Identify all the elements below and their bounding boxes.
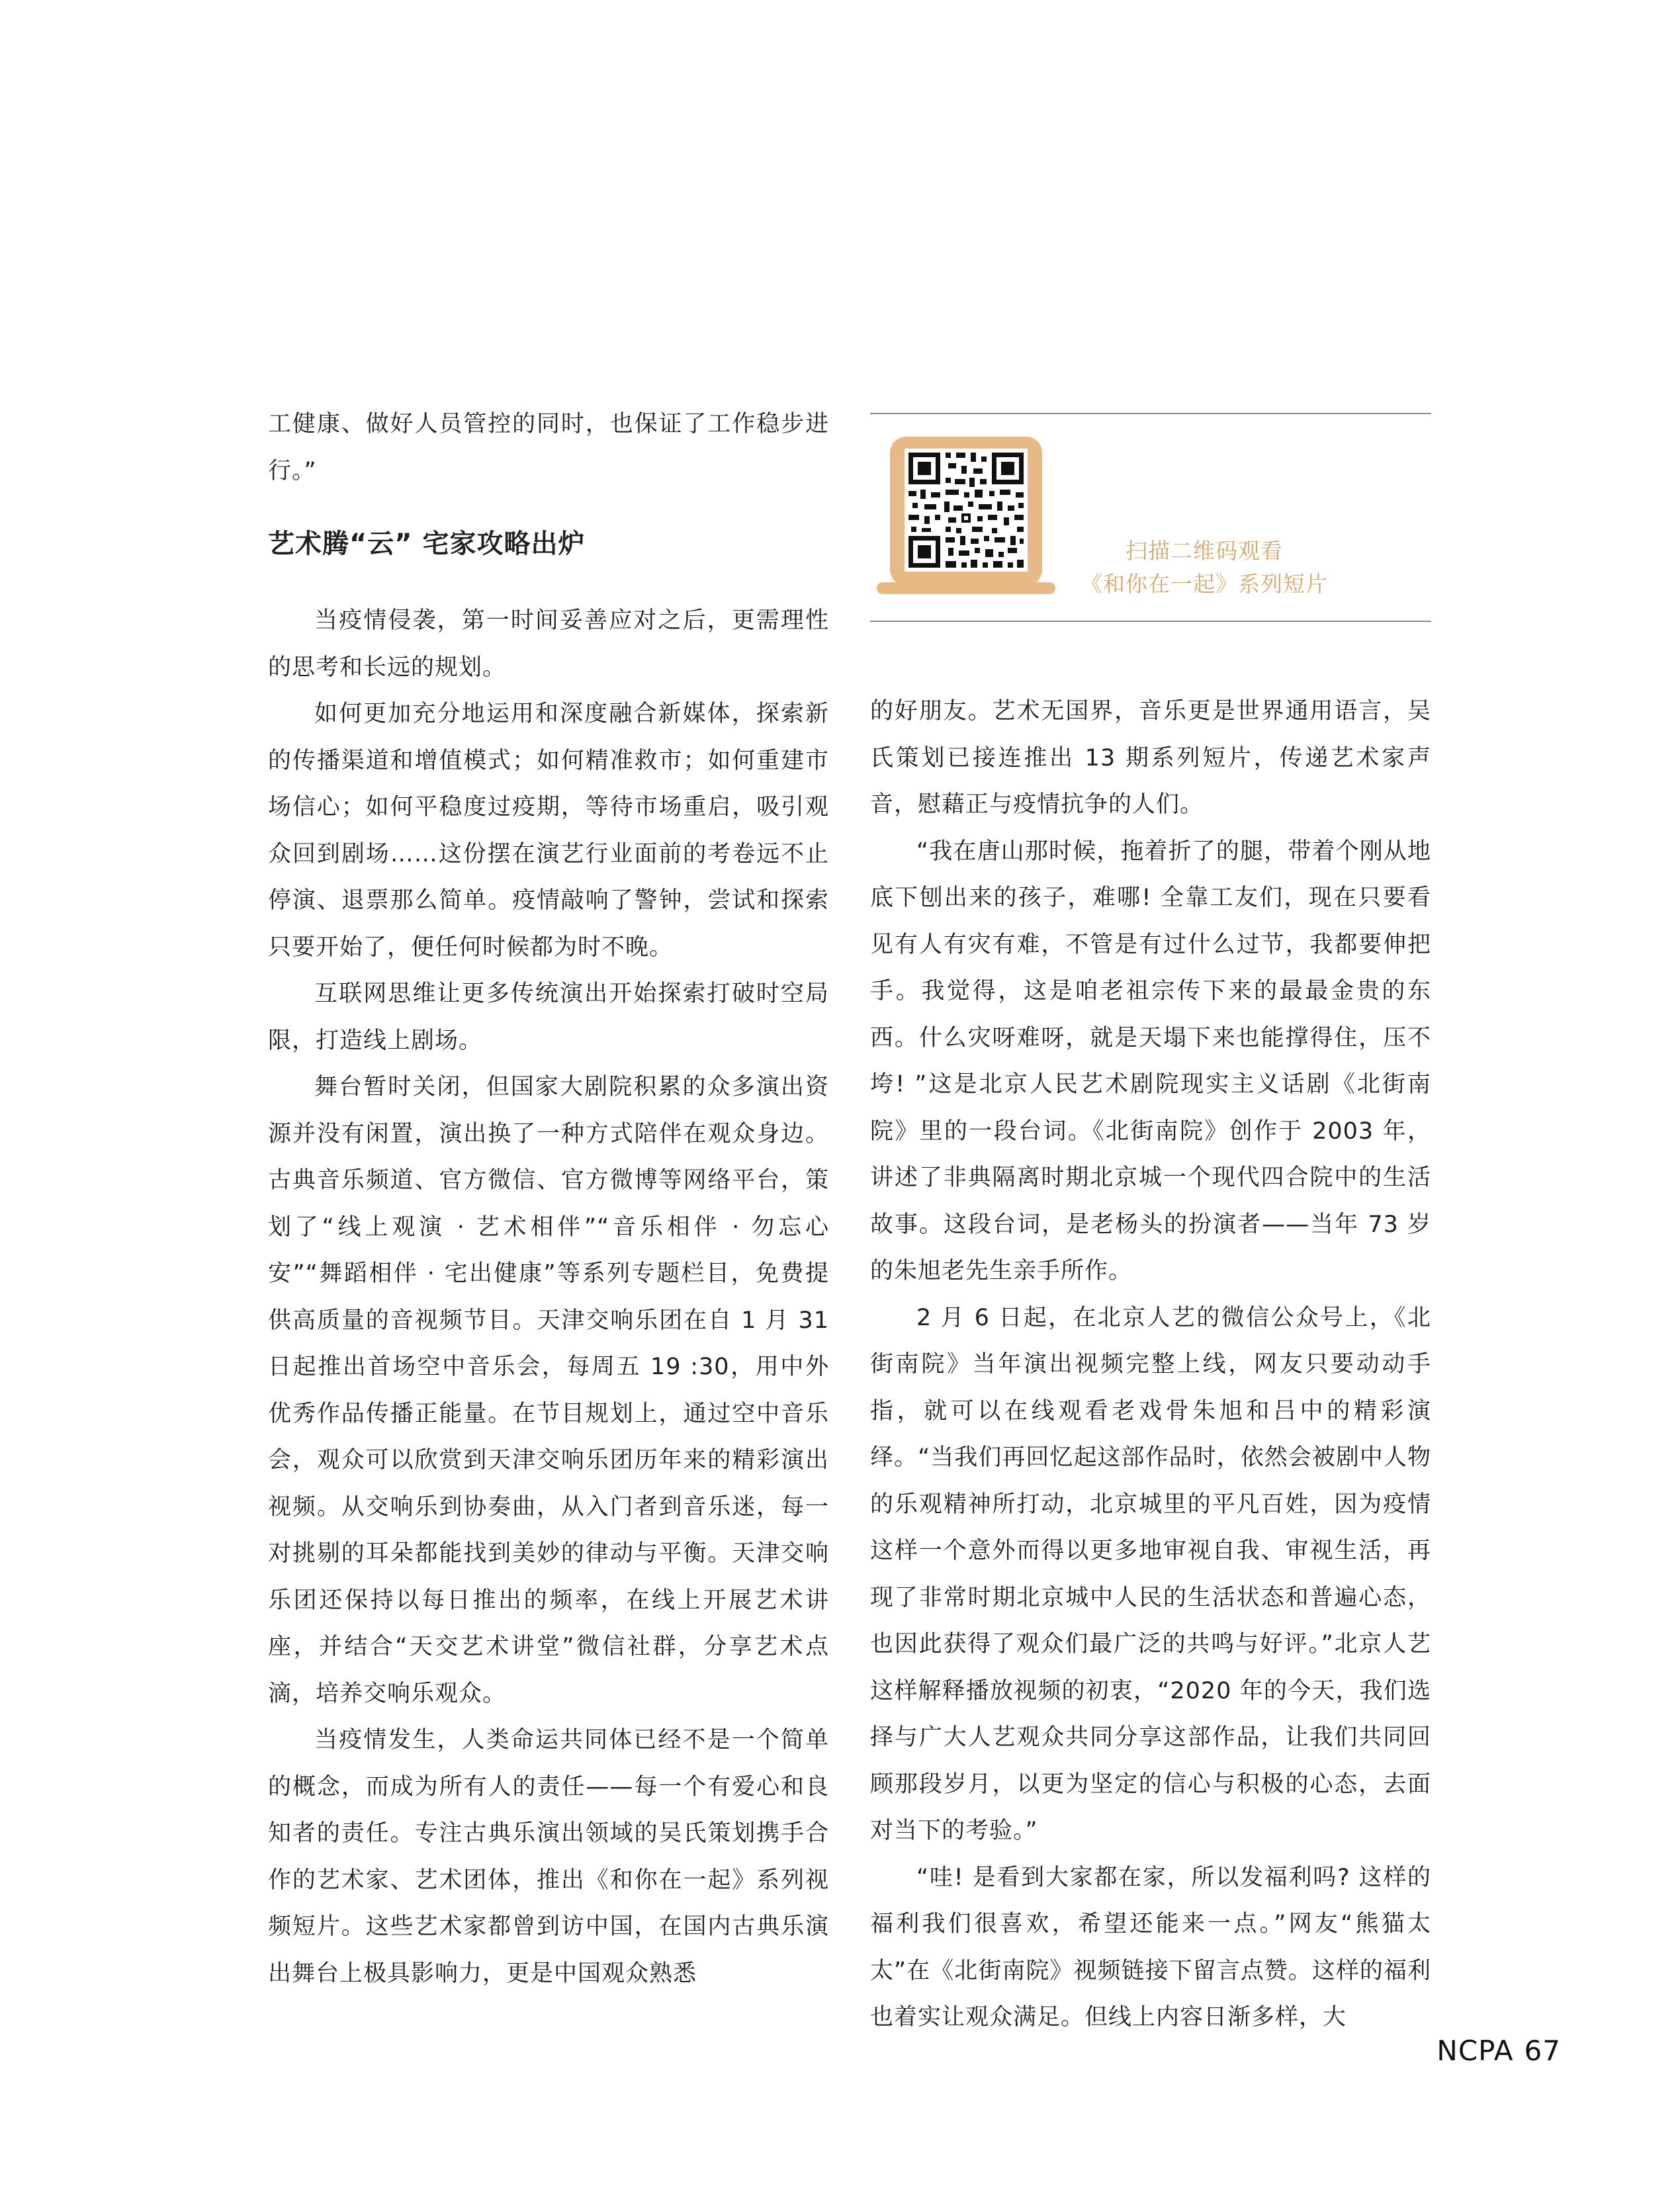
paragraph: “哇! 是看到大家都在家，所以发福利吗? 这样的福利我们很喜欢，希望还能来一点。”网友“熊猫太太”在《北街南院》视频链接下留言点赞。这样的福利也着实让观众满足。但线上内容日渐多样，大 [870,1864,1431,2031]
qr-code-icon[interactable] [905,449,1028,572]
section-heading-wrap [268,521,829,567]
paragraph: 当疫情侵袭，第一时间妥善应对之后，更需理性的思考和长远的规划。 [268,607,829,681]
paragraph: 的好朋友。艺术无国界，音乐更是世界通用语言，吴氏策划已接连推出 13 期系列短片，传递艺术家声音，慰藉正与疫情抗争的人们。 [870,698,1431,818]
page-footer [1426,2035,1561,2067]
paragraph: 当疫情发生，人类命运共同体已经不是一个简单的概念，而成为所有人的责任——每一个有爱心和良知者的责任。专注古典乐演出领域的吴氏策划携手合作的艺术家、艺术团体，推出《和你在一起》系列视频短片。这些艺术家都曾到访中国，在国内古典乐演出舞台上极具影响力，更是中国观众熟悉 [268,1727,829,1987]
qr-frame-base [877,582,1055,594]
paragraph: 如何更加充分地运用和深度融合新媒体，探索新的传播渠道和增值模式；如何精准救市；如何重建市场信心；如何平稳度过疫期，等待市场重启，吸引观众回到剧场……这份摆在演艺行业面前的考卷远不止停演、退票那么简单。疫情敲响了警钟，尝试和探索只要开始了，便任何时候都为时不晚。 [268,701,829,961]
sidebar-top-rule [870,413,1431,414]
sidebar-bottom-rule [870,621,1431,622]
left-column [268,401,829,1997]
qr-caption-line1: 扫描二维码观看 [1126,538,1283,564]
qr-caption-line2: 《和你在一起》系列短片 [1081,571,1328,597]
paragraph: 互联网思维让更多传统演出开始探索打破时空局限，打造线上剧场。 [268,981,829,1054]
paragraph: 2 月 6 日起，在北京人艺的微信公众号上，《北街南院》当年演出视频完整上线，网友只要动动手指，就可以在线观看老戏骨朱旭和吕中的精彩演绎。“当我们再回忆起这部作品时，依然会被剧中人物的乐观精神所打动，北京城里的平凡百姓，因为疫情这样一个意外而得以更多地审视自我、审视生活，再现了非常时期北京城中人民的生活状态和普遍心态，也因此获得了观众们最广泛的共鸣与好评。”北京人艺这样解释播放视频的初衷，“2020 年的今天，我们选择与广大人艺观众共同分享这部作品，让我们共同回顾那段岁月，以更为坚定的信心与积极的心态，去面对当下的考验。” [870,1304,1431,1844]
qr-code-panel [877,437,1055,595]
magazine-name: NCPA [1437,2035,1514,2067]
paragraph: 舞台暂时关闭，但国家大剧院积累的众多演出资源并没有闲置，演出换了一种方式陪伴在观众身边。古典音乐频道、官方微信、官方微博等网络平台，策划了“线上观演 · 艺术相伴”“音乐相伴 · 勿忘心安”“舞蹈相伴 · 宅出健康”等系列专题栏目，免费提供高质量的音视频节目。天津交响乐团在自 1 月 31 日起推出首场空中音乐会，每周五 19 :30，用中外优秀作品传播正能量。在节目规划上，通过空中音乐会，观众可以欣赏到天津交响乐团历年来的精彩演出视频。从交响乐到协奏曲，从入门者到音乐迷，每一对挑剔的耳朵都能找到美妙的律动与平衡。天津交响乐团还保持以每日推出的频率，在线上开展艺术讲座，并结合“天交艺术讲堂”微信社群，分享艺术点滴，培养交响乐观众。 [268,1074,829,1707]
page-number: 67 [1524,2035,1561,2067]
right-column [870,688,1431,2041]
section-heading: 艺术腾“云” 宅家攻略出炉 [268,529,586,559]
paragraph: 工健康、做好人员管控的同时，也保证了工作稳步进行。” [268,411,829,484]
paragraph: “我在唐山那时候，拖着折了的腿，带着个刚从地底下刨出来的孩子，难哪! 全靠工友们，现在只要看见有人有灾有难，不管是有过什么过节，我都要伸把手。我觉得，这是咱老祖宗传下来的最最金贵的东西。什么灾呀难呀，就是天塌下来也能撑得住，压不垮! ”这是北京人民艺术剧院现实主义话剧《北街南院》里的一段台词。《北街南院》创作于 2003 年，讲述了非典隔离时期北京城一个现代四合院中的生活故事。这段台词，是老杨头的扮演者——当年 73 岁的朱旭老先生亲手所作。 [870,838,1431,1284]
qr-caption [1072,535,1337,601]
